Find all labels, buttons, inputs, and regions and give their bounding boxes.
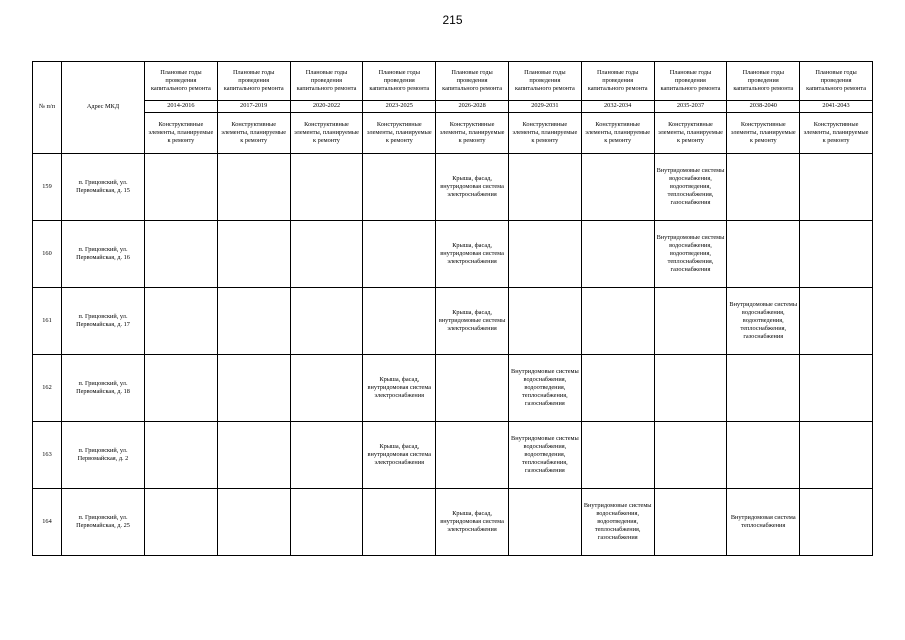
table-cell: Внутридомовые системы водоснабжения, водоотведения, теплоснабжения, газоснабжения [727,288,800,355]
period-title: Плановые годы проведения капитального ремонта [508,62,581,101]
table-cell [145,355,218,422]
table-cell [217,288,290,355]
row-number: 159 [33,154,62,221]
table-cell [217,489,290,556]
column-header-address: Адрес МКД [62,62,145,154]
header-row-titles [33,62,873,101]
row-address: п. Грицовский, ул. Первомайская, д. 16 [62,221,145,288]
table-cell [727,154,800,221]
period-years: 2023-2025 [363,101,436,113]
table-row [33,288,873,355]
row-number: 160 [33,221,62,288]
row-address: п. Грицовский, ул. Первомайская, д. 18 [62,355,145,422]
table-cell [654,288,727,355]
period-title: Плановые годы проведения капитального ремонта [363,62,436,101]
table-row [33,221,873,288]
table-row [33,355,873,422]
row-address: п. Грицовский, ул. Первомайская, д. 17 [62,288,145,355]
period-subtitle: Конструктивные элементы, планируемые к ремонту [727,113,800,154]
period-subtitle: Конструктивные элементы, планируемые к ремонту [290,113,363,154]
period-subtitle: Конструктивные элементы, планируемые к ремонту [363,113,436,154]
row-address: п. Грицовский, ул. Первомайская, д. 2 [62,422,145,489]
period-years: 2041-2043 [800,101,873,113]
period-subtitle: Конструктивные элементы, планируемые к ремонту [581,113,654,154]
table-cell: Внутридомовые системы водоснабжения, водоотведения, теплоснабжения, газоснабжения [581,489,654,556]
table-cell [508,221,581,288]
table-cell [581,154,654,221]
period-subtitle: Конструктивные элементы, планируемые к ремонту [800,113,873,154]
period-subtitle: Конструктивные элементы, планируемые к ремонту [145,113,218,154]
table-cell [727,422,800,489]
table-cell [363,489,436,556]
table-cell: Крыша, фасад, внутридомовая система электроснабжения [363,422,436,489]
table-row [33,154,873,221]
period-title: Плановые годы проведения капитального ремонта [581,62,654,101]
table-cell [290,355,363,422]
period-years: 2014-2016 [145,101,218,113]
period-years: 2035-2037 [654,101,727,113]
table-cell [581,355,654,422]
table-cell [217,422,290,489]
page-number: 215 [442,13,463,27]
table-cell [654,422,727,489]
row-number: 162 [33,355,62,422]
period-years: 2017-2019 [217,101,290,113]
table-cell: Внутридомовые системы водоснабжения, водоотведения, теплоснабжения, газоснабжения [508,422,581,489]
table-cell [800,489,873,556]
row-address: п. Грицовский, ул. Первомайская, д. 15 [62,154,145,221]
table-cell [581,422,654,489]
table-cell [654,355,727,422]
table-cell [727,221,800,288]
table-cell [508,154,581,221]
period-subtitle: Конструктивные элементы, планируемые к ремонту [217,113,290,154]
period-title: Плановые годы проведения капитального ремонта [290,62,363,101]
row-number: 161 [33,288,62,355]
table-cell [290,422,363,489]
capital-repair-table [32,61,873,556]
table-cell [290,489,363,556]
period-years: 2032-2034 [581,101,654,113]
period-subtitle: Конструктивные элементы, планируемые к ремонту [654,113,727,154]
table-cell: Крыша, фасад, внутридомовая система электроснабжения [363,355,436,422]
table-cell [800,422,873,489]
table-cell [363,221,436,288]
table-cell [508,288,581,355]
table-cell [290,221,363,288]
table-cell [217,154,290,221]
table-cell [727,355,800,422]
period-title: Плановые годы проведения капитального ремонта [800,62,873,101]
table-cell: Крыша, фасад, внутридомовая система электроснабжения [436,154,509,221]
table-cell [217,221,290,288]
period-subtitle: Конструктивные элементы, планируемые к ремонту [436,113,509,154]
table-cell [800,221,873,288]
table-cell: Внутридомовая система теплоснабжения [727,489,800,556]
table-cell: Крыша, фасад, внутридомовые системы электроснабжения [436,288,509,355]
period-years: 2026-2028 [436,101,509,113]
table-cell [800,154,873,221]
table-row [33,422,873,489]
table-cell [800,288,873,355]
table-cell: Внутридомовые системы водоснабжения, водоотведения, теплоснабжения, газоснабжения [508,355,581,422]
header-row-subtitles [33,113,873,154]
table-cell [290,288,363,355]
period-subtitle: Конструктивные элементы, планируемые к ремонту [508,113,581,154]
table-cell [363,154,436,221]
table-cell: Внутридомовые системы водоснабжения, водоотведения, теплоснабжения, газоснабжения [654,221,727,288]
table-cell [145,288,218,355]
table-cell [436,355,509,422]
table-cell: Внутридомовые системы водоснабжения, водоотведения, теплоснабжения, газоснабжения [654,154,727,221]
header-row-years [33,101,873,113]
row-address: п. Грицовский, ул. Первомайская, д. 25 [62,489,145,556]
table-cell [145,422,218,489]
table-cell [145,154,218,221]
period-title: Плановые годы проведения капитального ремонта [654,62,727,101]
table-cell [363,288,436,355]
period-years: 2020-2022 [290,101,363,113]
period-title: Плановые годы проведения капитального ремонта [145,62,218,101]
table-cell [217,355,290,422]
period-title: Плановые годы проведения капитального ремонта [217,62,290,101]
table-cell [290,154,363,221]
table-cell [581,221,654,288]
table-cell [581,288,654,355]
period-title: Плановые годы проведения капитального ремонта [727,62,800,101]
table-cell: Крыша, фасад, внутридомовая система электроснабжения [436,221,509,288]
table-cell [800,355,873,422]
period-years: 2029-2031 [508,101,581,113]
table-cell [145,489,218,556]
column-header-number: № п/п [33,62,62,154]
row-number: 163 [33,422,62,489]
table-row [33,489,873,556]
period-title: Плановые годы проведения капитального ремонта [436,62,509,101]
table-cell [654,489,727,556]
table-cell: Крыша, фасад, внутридомовая система электроснабжения [436,489,509,556]
table-cell [508,489,581,556]
table-cell [145,221,218,288]
period-years: 2038-2040 [727,101,800,113]
table-cell [436,422,509,489]
row-number: 164 [33,489,62,556]
